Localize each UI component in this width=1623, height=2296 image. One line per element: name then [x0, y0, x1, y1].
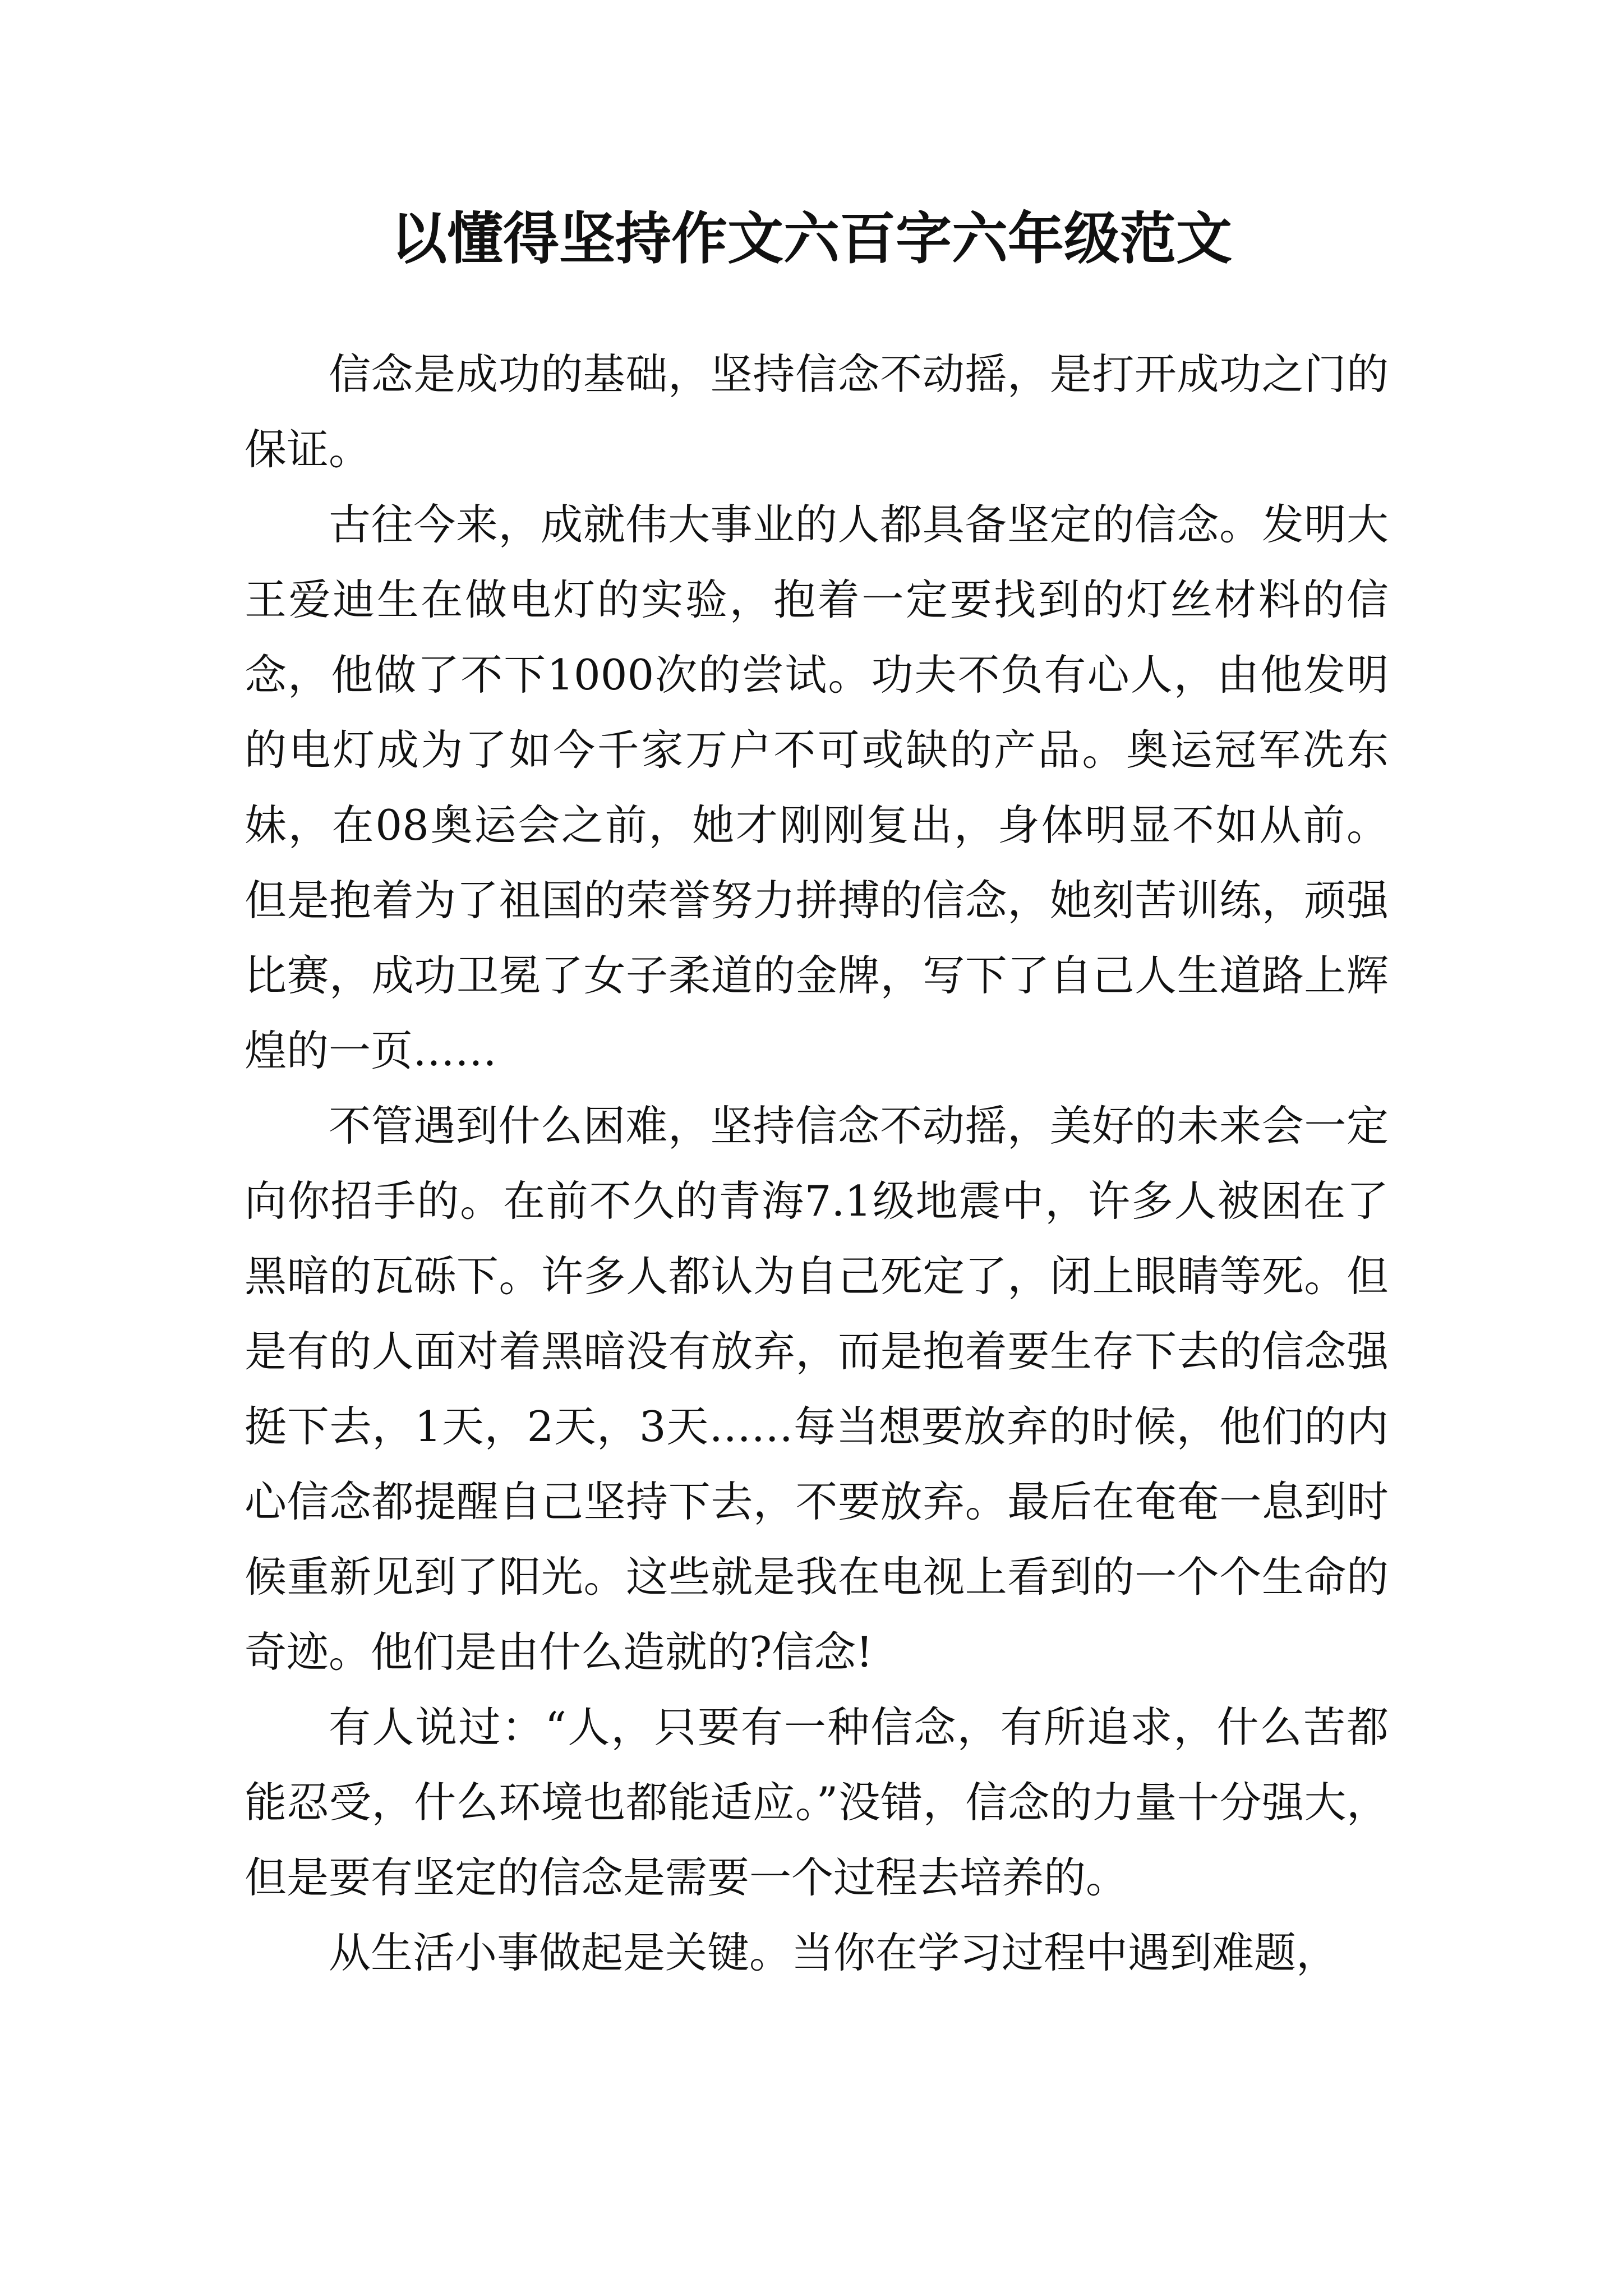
paragraph-4: 有人说过：“人，只要有一种信念，有所追求，什么苦都能忍受，什么环境也都能适应。”没错，信念的力量十分强大，但是要有坚定的信念是需要一个过程去培养的。 — [245, 1703, 1389, 1902]
document-title: 以懂得坚持作文六百字六年级范文 — [391, 205, 1232, 272]
paragraph-3: 不管遇到什么困难，坚持信念不动摇，美好的未来会一定向你招手的。在前不久的青海7.1级地震中，许多人被困在了黑暗的瓦砾下。许多人都认为自己死定了，闭上眼睛等死。但是有的人面对着黑暗没有放弃，而是抱着要生存下去的信念强挺下去，1天，2天，3天……每当想要放弃的时候，他们的内心信念都提醒自己坚持下去，不要放弃。最后在奄奄一息到时候重新见到了阳光。这些就是我在电视上看到的一个个生命的奇迹。他们是由什么造就的?信念! — [245, 1101, 1389, 1677]
paragraph-1: 信念是成功的基础，坚持信念不动摇，是打开成功之门的保证。 — [245, 349, 1389, 474]
paragraph-5: 从生活小事做起是关键。当你在学习过程中遇到难题， — [329, 1928, 1339, 1977]
document-body — [245, 337, 1389, 1990]
paragraph-2: 古往今来，成就伟大事业的人都具备坚定的信念。发明大王爱迪生在做电灯的实验，抱着一定要找到的灯丝材料的信念，他做了不下1000次的尝试。功夫不负有心人，由他发明的电灯成为了如今千家万户不可或缺的产品。奥运冠军冼东妹，在08奥运会之前，她才刚刚复出，身体明显不如从前。但是抱着为了祖国的荣誉努力拼搏的信念，她刻苦训练，顽强比赛，成功卫冕了女子柔道的金牌，写下了自己人生道路上辉煌的一页…… — [245, 500, 1389, 1075]
